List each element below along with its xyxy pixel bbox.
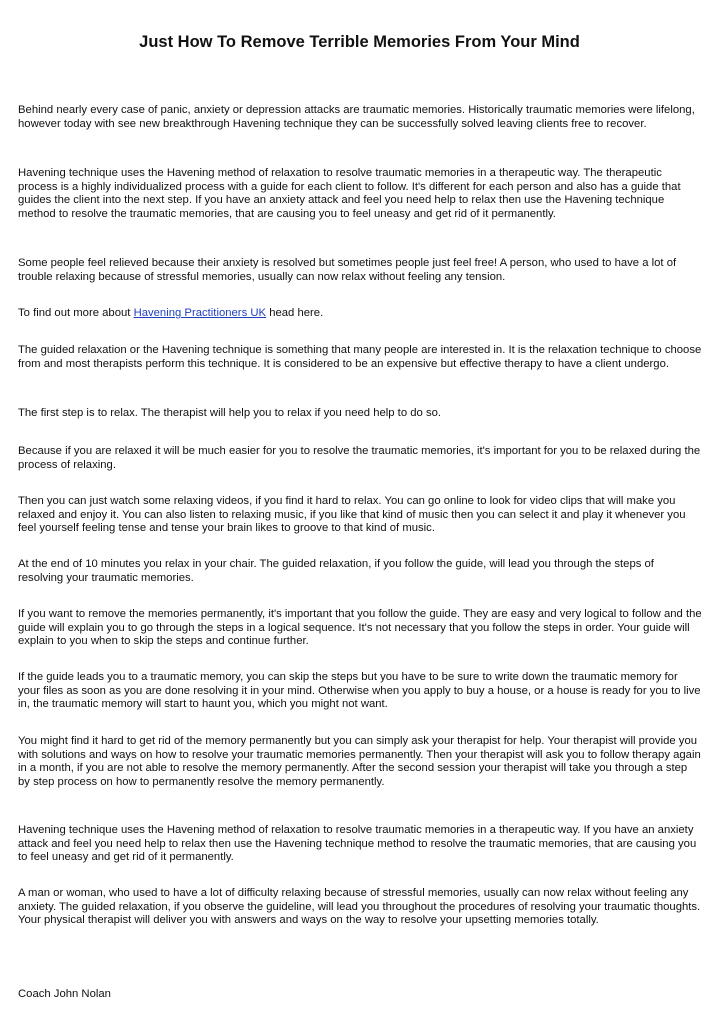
- paragraph-relaxed: Because if you are relaxed it will be much easier for you to resolve the traumatic memories, it's important for you to be relaxed during the process of relaxing.: [18, 445, 701, 471]
- signature: Coach John Nolan: [18, 988, 111, 1000]
- paragraph-man-or-woman: A man or woman, who used to have a lot of difficulty relaxing because of stressful memories, usually can now relax without feeling any anxiety. The guided relaxation, if you observe the guideline, will lead you throughout the procedures of resolving your traumatic thoughts. Your physical therapist will deliver you with answers and ways on the way to resolve your upsetting memories totally.: [18, 887, 701, 927]
- paragraph-first-step: The first step is to relax. The therapist will help you to relax if you need help to do so.: [18, 407, 442, 419]
- paragraph-relief: Some people feel relieved because their anxiety is resolved but sometimes people just feel free! A person, who used to have a lot of trouble relaxing because of stressful memories, usually can now relax without feeling any tension.: [18, 257, 677, 283]
- paragraph-guided-relaxation: The guided relaxation or the Havening technique is something that many people are interested in. It is the relaxation technique to choose from and most therapists perform this technique. It is considered to be an expensive but effective therapy to have a client undergo.: [18, 344, 702, 370]
- paragraph-follow-guide: If you want to remove the memories permanently, it's important that you follow the guide. They are easy and very logical to follow and the guide will explain you to go through the steps in a logical sequence. It's not necessary that you follow the steps in order. Your guide will explain to you when to skip the steps and continue further.: [18, 608, 702, 648]
- paragraph-skip-steps: If the guide leads you to a traumatic memory, you can skip the steps but you have to be sure to write down the traumatic memory for your files as soon as you are done resolving it in your mind. Otherwise when you apply to buy a house, or a house is ready for you to live in, the traumatic memory will start to haunt you, which you might not want.: [18, 671, 701, 711]
- paragraph-find-out-more: [18, 307, 702, 321]
- document-title: Just How To Remove Terrible Memories From Your Mind: [139, 33, 580, 51]
- paragraph-havening-repeat: Havening technique uses the Havening method of relaxation to resolve traumatic memories in a therapeutic way. If you have an anxiety attack and feel you need help to relax then use the Havening technique method to resolve the traumatic memories, that are causing you to feel uneasy and get rid of it permanently.: [18, 824, 697, 864]
- havening-practitioners-link[interactable]: Havening Practitioners UK: [133, 307, 267, 319]
- find-out-more-suffix: head here.: [266, 307, 324, 319]
- paragraph-havening-method: Havening technique uses the Havening method of relaxation to resolve traumatic memories in a therapeutic way. The therapeutic process is a highly individualized process with a guide for each client to follow. It's different for each person and also has a guide that guides the client into the next step. If you have an anxiety attack and feel you need help to relax then use the Havening technique method to resolve the traumatic memories, that are causing you to feel uneasy and get rid of it permanently.: [18, 167, 681, 220]
- find-out-more-prefix: To find out more about: [18, 307, 134, 319]
- paragraph-ten-minutes: At the end of 10 minutes you relax in your chair. The guided relaxation, if you follow the guide, will lead you through the steps of resolving your traumatic memories.: [18, 558, 654, 584]
- paragraph-relaxing-videos: Then you can just watch some relaxing videos, if you find it hard to relax. You can go online to look for video clips that will make you relaxed and enjoy it. You can also listen to relaxing music, if you like that kind of music then you can select it and play it whenever you feel yourself feeling tense and tense your brain likes to groove to that kind of music.: [18, 495, 686, 535]
- paragraph-intro: Behind nearly every case of panic, anxiety or depression attacks are traumatic memories. Historically traumatic memories were lifelong, however today with see new breakthrough Havening technique they can be successfully solved leaving clients free to recover.: [18, 104, 695, 130]
- paragraph-ask-therapist: You might find it hard to get rid of the memory permanently but you can simply ask your therapist for help. Your therapist will provide you with solutions and ways on how to resolve your traumatic memories permanently. Then your therapist will ask you to follow therapy again in a month, if you are not able to resolve the memory permanently. After the second session your therapist will take you through a step by step process on how to permanently resolve the memory permanently.: [18, 735, 701, 788]
